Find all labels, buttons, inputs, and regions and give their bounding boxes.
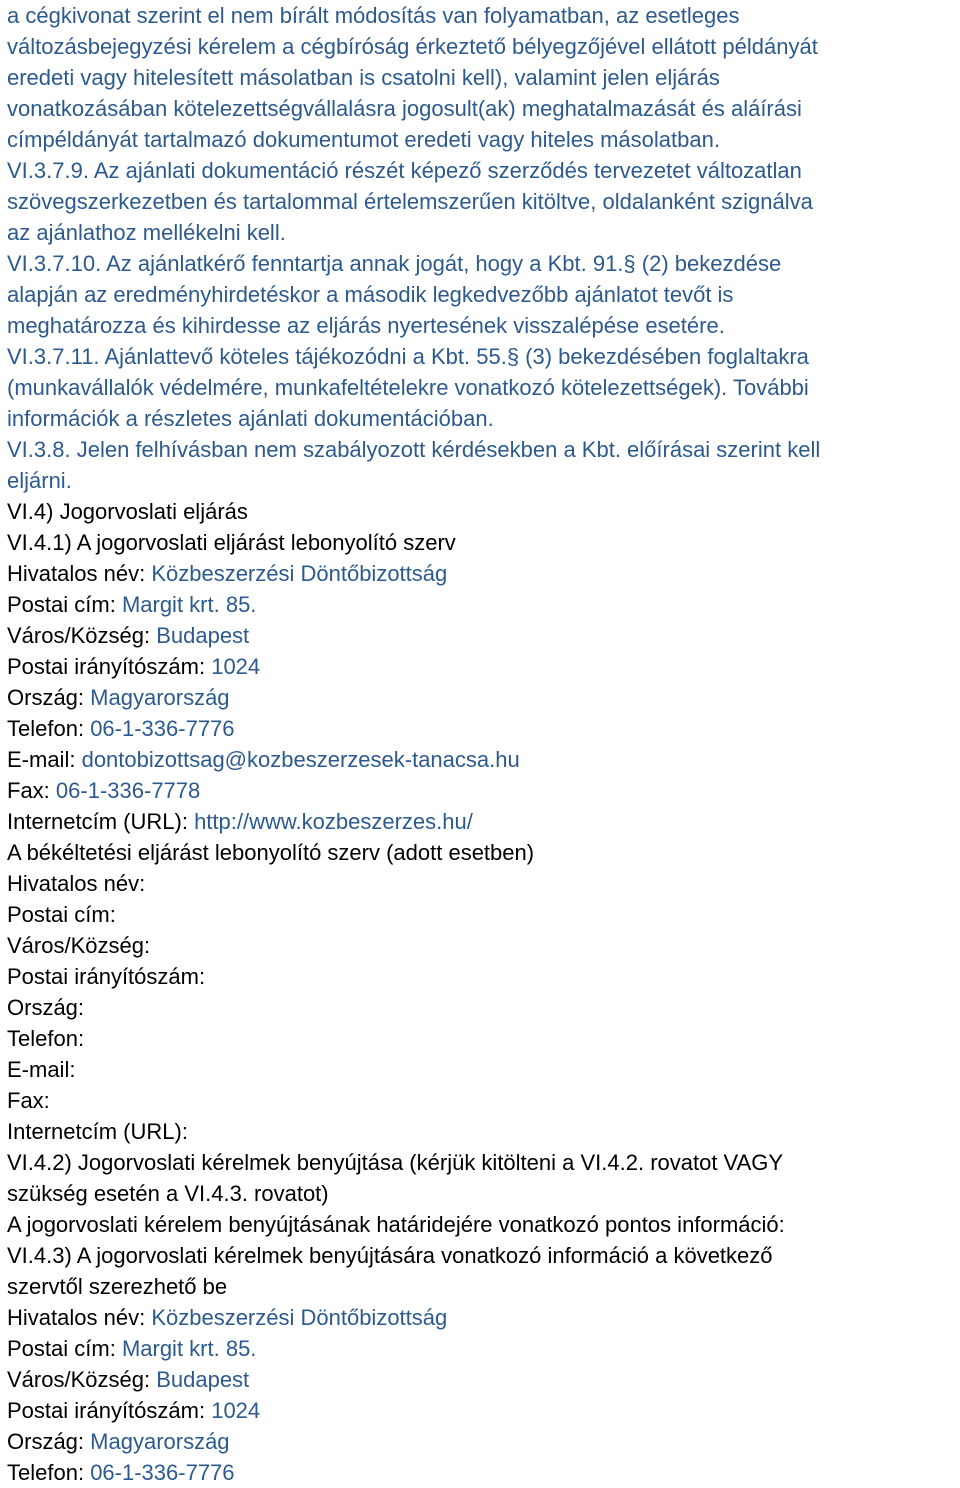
section-vi-3-7-11 [7, 341, 948, 434]
text-line: változásbejegyzési kérelem a cégbíróság érkeztető bélyegzőjével ellátott példányát [7, 34, 818, 59]
city-row [7, 1364, 948, 1395]
url-row [7, 806, 948, 837]
field-label: Telefon: [7, 716, 85, 741]
postal-address-row [7, 589, 948, 620]
country-row [7, 682, 948, 713]
field-label: Internetcím (URL): [7, 1119, 188, 1144]
field-label: E-mail: [7, 1057, 76, 1082]
zip-row [7, 651, 948, 682]
city-row [7, 620, 948, 651]
text-line: VI.3.7.10. Az ajánlatkérő fenntartja annak jogát, hogy a Kbt. 91.§ (2) bekezdése [7, 251, 782, 276]
section-vi-3-7-10 [7, 248, 948, 341]
field-value: 06-1-336-7776 [90, 1460, 235, 1485]
zip-row [7, 1395, 948, 1426]
fax-row [7, 775, 948, 806]
field-value: Magyarország [90, 685, 230, 710]
text-line: VI.3.7.11. Ajánlattevő köteles tájékozódni a Kbt. 55.§ (3) bekezdésében foglaltakra [7, 344, 809, 369]
text-line: VI.3.7.9. Az ajánlati dokumentáció részét képező szerződés tervezetet változatlan [7, 158, 802, 183]
official-name-row [7, 558, 948, 589]
field-label: Ország: [7, 995, 85, 1020]
field-value: 06-1-336-7776 [90, 716, 235, 741]
official-name-row [7, 1302, 948, 1333]
field-label: Hivatalos név: [7, 1305, 146, 1330]
text-line: információk a részletes ajánlati dokumentációban. [7, 406, 494, 431]
deadline-info-label: A jogorvoslati kérelem benyújtásának határidejére vonatkozó pontos információ: [7, 1212, 785, 1237]
field-label: Postai irányítószám: [7, 654, 206, 679]
field-value: 1024 [211, 654, 261, 679]
country-row [7, 1426, 948, 1457]
text-line: szövegszerkezetben és tartalommal értelemszerűen kitöltve, oldalanként szignálva [7, 189, 813, 214]
text-line: meghatározza és kihirdesse az eljárás nyertesének visszalépése esetére. [7, 313, 725, 338]
text-line: címpéldányát tartalmazó dokumentumot eredeti vagy hiteles másolatban. [7, 127, 720, 152]
field-value: Közbeszerzési Döntőbizottság [151, 561, 448, 586]
section-vi-3-8 [7, 434, 948, 496]
mediation-body-contact [7, 868, 948, 1147]
text-line: alapján az eredményhirdetéskor a második legkedvezőbb ajánlatot tevőt is [7, 282, 734, 307]
field-label: Postai cím: [7, 1336, 116, 1361]
field-value: Magyarország [90, 1429, 230, 1454]
text-line: az ajánlathoz mellékelni kell. [7, 220, 286, 245]
field-label: Postai irányítószám: [7, 1398, 206, 1423]
field-value: 06-1-336-7778 [55, 778, 201, 803]
field-label: Ország: [7, 685, 85, 710]
field-label: Postai cím: [7, 902, 116, 927]
subsection-heading-vi-4-3-cont: szervtől szerezhető be [7, 1274, 228, 1299]
field-label: Internetcím (URL): [7, 809, 188, 834]
intro-paragraph [7, 0, 948, 155]
field-label: Város/Község: [7, 933, 151, 958]
field-label: Postai irányítószám: [7, 964, 206, 989]
field-value: Budapest [156, 623, 250, 648]
field-label: Hivatalos név: [7, 871, 146, 896]
field-label: Fax: [7, 1088, 50, 1113]
section-heading-vi-4: VI.4) Jogorvoslati eljárás [7, 499, 248, 524]
field-value: Margit krt. 85. [121, 1336, 257, 1361]
field-value: Budapest [156, 1367, 250, 1392]
mediation-heading: A békéltetési eljárást lebonyolító szerv (adott esetben) [7, 840, 535, 865]
subsection-heading-vi-4-2-cont: szükség esetén a VI.4.3. rovatot) [7, 1181, 329, 1206]
text-line: VI.3.8. Jelen felhívásban nem szabályozott kérdésekben a Kbt. előírásai szerint kell [7, 437, 821, 462]
field-value: Közbeszerzési Döntőbizottság [151, 1305, 448, 1330]
field-label: E-mail: [7, 747, 76, 772]
field-label: Postai cím: [7, 592, 116, 617]
section-vi-3-7-9 [7, 155, 948, 248]
field-label: Ország: [7, 1429, 85, 1454]
text-line: (munkavállalók védelmére, munkafeltételekre vonatkozó kötelezettségek). További [7, 375, 809, 400]
field-label: Hivatalos név: [7, 561, 146, 586]
phone-row [7, 713, 948, 744]
subsection-heading-vi-4-1: VI.4.1) A jogorvoslati eljárást lebonyolító szerv [7, 530, 456, 555]
field-label: Város/Község: [7, 623, 151, 648]
subsection-heading-vi-4-3: VI.4.3) A jogorvoslati kérelmek benyújtására vonatkozó információ a következő [7, 1243, 773, 1268]
field-value: 1024 [211, 1398, 261, 1423]
info-body-contact [7, 1302, 948, 1488]
field-label: Város/Község: [7, 1367, 151, 1392]
field-label: Fax: [7, 778, 50, 803]
text-line: a cégkivonat szerint el nem bírált módosítás van folyamatban, az esetleges [7, 3, 740, 28]
review-body-contact [7, 558, 948, 837]
field-label: Telefon: [7, 1460, 85, 1485]
email-row [7, 744, 948, 775]
field-value: Margit krt. 85. [121, 592, 257, 617]
text-line: vonatkozásában kötelezettségvállalásra jogosult(ak) meghatalmazását és aláírási [7, 96, 802, 121]
email-link[interactable]: dontobizottsag@kozbeszerzesek-tanacsa.hu [81, 747, 520, 772]
text-line: eljárni. [7, 468, 72, 493]
text-line: eredeti vagy hitelesített másolatban is csatolni kell), valamint jelen eljárás [7, 65, 720, 90]
field-label: Telefon: [7, 1026, 85, 1051]
postal-address-row [7, 1333, 948, 1364]
phone-row [7, 1457, 948, 1488]
subsection-heading-vi-4-2: VI.4.2) Jogorvoslati kérelmek benyújtása (kérjük kitölteni a VI.4.2. rovatot VAGY [7, 1150, 784, 1175]
url-link[interactable]: http://www.kozbeszerzes.hu/ [194, 809, 473, 834]
